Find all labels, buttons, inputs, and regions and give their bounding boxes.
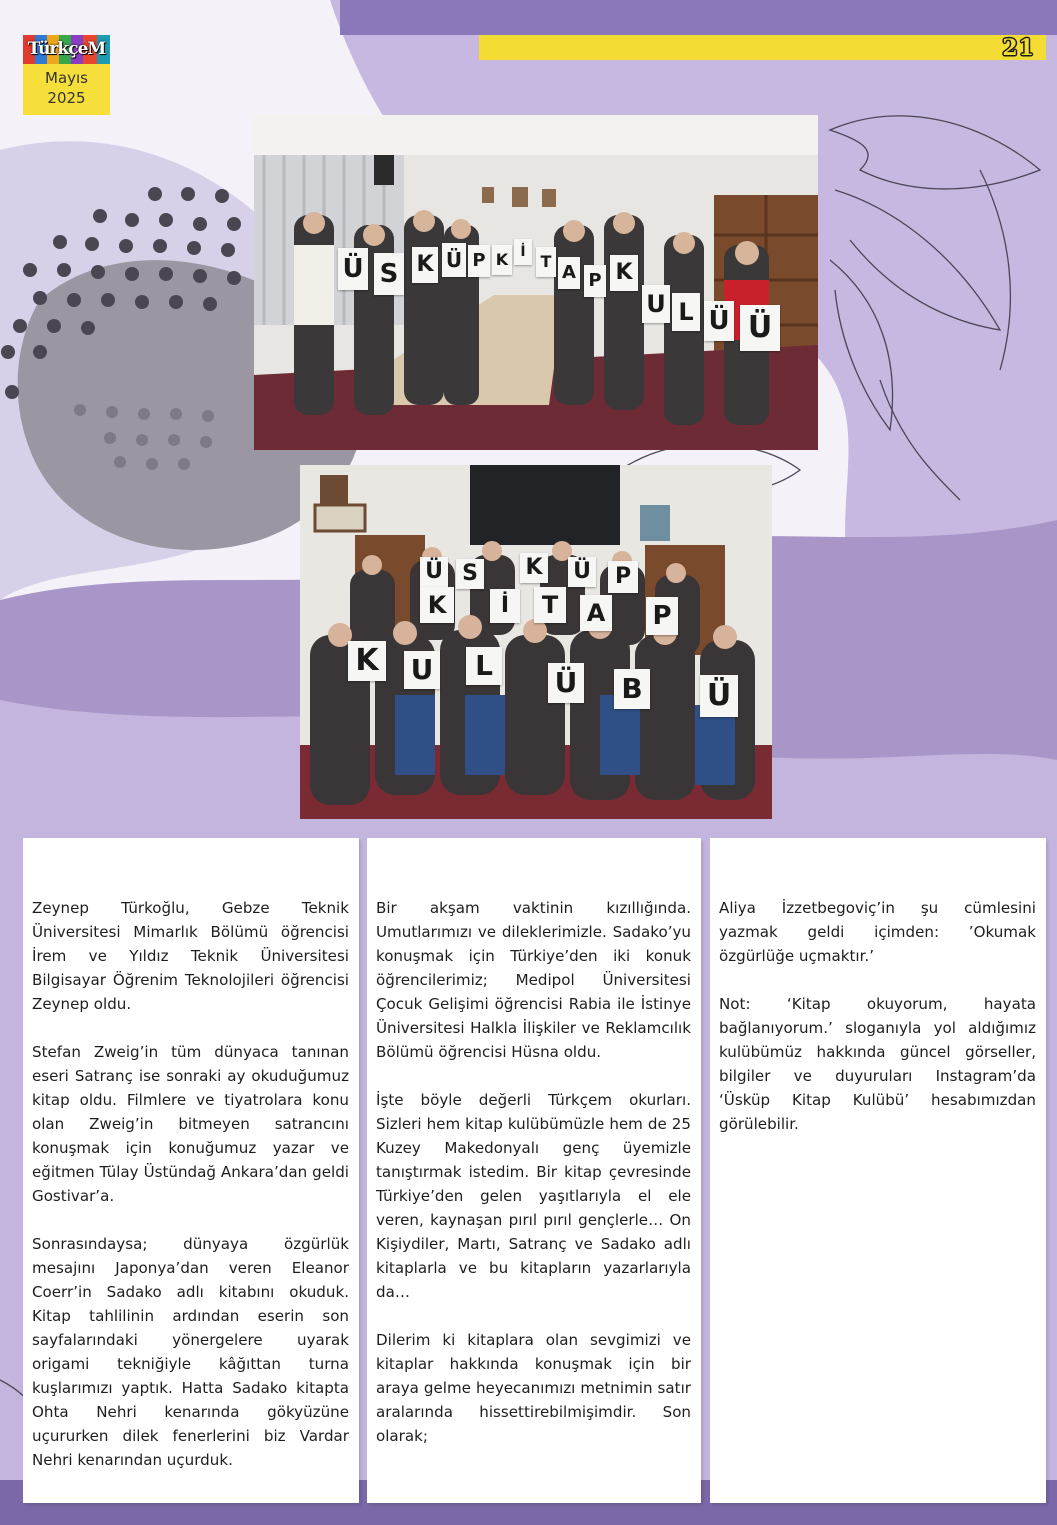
- letter-sign: Ü: [740, 305, 780, 351]
- header-accent-bar: [479, 35, 1046, 60]
- letter-sign: K: [610, 255, 638, 291]
- letter-sign: P: [608, 561, 638, 593]
- group-photo-standing: [254, 115, 818, 450]
- letter-sign: Ü: [338, 248, 368, 290]
- letter-sign: P: [584, 265, 606, 297]
- logo-text: TürkçeM: [27, 39, 106, 59]
- letter-sign: S: [374, 253, 404, 295]
- text-column-1: [23, 838, 359, 1503]
- page-number: 21: [1002, 35, 1035, 61]
- paragraph: Zeynep Türkoğlu, Gebze Teknik Üniversitesi Mimarlık Bölümü öğrencisi İrem ve Yıldız Teknik Üniversitesi Bilgisayar Öğrenim Teknolojileri öğrencisi Zeynep oldu.: [32, 899, 349, 1013]
- letter-sign: A: [558, 257, 580, 289]
- text-column-3: [710, 838, 1046, 1503]
- letter-sign: K: [412, 247, 438, 283]
- issue-year: 2025: [47, 89, 86, 107]
- letter-sign: Ü: [568, 557, 596, 587]
- letter-sign: Ü: [442, 243, 466, 277]
- paragraph: Aliya İzzetbegoviç’in şu cümlesini yazmak geldi içimden: ’Okumak özgürlüğe uçmaktır.’: [719, 899, 1036, 965]
- letter-sign: Ü: [700, 675, 738, 717]
- letter-sign: P: [646, 597, 678, 635]
- paragraph: İşte böyle değerli Türkçem okurları. Sizleri hem kitap kulübümüzle hem de 25 Kuzey Makedonyalı genç üyemizle tanıştırmak istedim. Bir kitap çevresinde Türkiye’den gelen yaşıtlarıyla el ele veren, kaynaşan pırıl pırıl gençlerle… On Kişiydiler, Martı, Satranç ve Sadako adlı kitaplarla ve bu kitapların yazarlarıyla da…: [376, 1091, 691, 1301]
- letter-sign: K: [348, 641, 386, 681]
- letter-sign: Ü: [704, 301, 734, 341]
- letter-sign: T: [534, 587, 566, 623]
- logo-color-strip: [23, 35, 110, 64]
- issue-month: Mayıs: [45, 69, 88, 87]
- group-photo-seated: [300, 465, 772, 819]
- letter-sign: A: [580, 595, 612, 631]
- letter-sign: S: [456, 559, 484, 589]
- paragraph: Sonrasındaysa; dünyaya özgürlük mesajını Japonya’dan veren Eleanor Coerr’in Sadako adlı kitabını okuduk. Kitap tahlilinin ardından eserin son sayfalarındaki yönergelere uyarak origami tekniğiyle kâğıttan turna kuşlarımızı yaptık. Hatta Sadako kitapta Ohta Nehri kenarında gökyüzüne uçururken dilek fenerlerini biz Vardar Nehri kenarından uçurduk.: [32, 1235, 349, 1469]
- letter-sign: U: [404, 651, 440, 689]
- paragraph: Not: ‘Kitap okuyorum, hayata bağlanıyorum.’ sloganıyla yol aldığımız kulübümüz hakkında güncel görseller, bilgiler ve duyuruları Instagram’da ‘Üsküp Kitap Kulübü’ hesabımızdan görülebilir.: [719, 995, 1036, 1133]
- text-column-2: [367, 838, 701, 1503]
- letter-sign: İ: [490, 589, 520, 623]
- paragraph: Stefan Zweig’in tüm dünyaca tanınan eseri Satranç ise sonraki ay okuduğumuz kitap oldu. Filmlere ve tiyatrolara konu olan Zweig’in bitmeyen satrancını konuşmak için konuğumuz yazar ve eğitmen Tülay Üstündağ Ankara’dan geldi Gostivar’a.: [32, 1043, 349, 1205]
- paragraph: Dilerim ki kitaplara olan sevgimizi ve kitaplar hakkında konuşmak için bir araya gelme heyecanımızı metnimin satır aralarında hissettirebilmişimdir. Son olarak;: [376, 1331, 691, 1445]
- letter-sign: B: [614, 669, 650, 709]
- letter-sign: K: [420, 587, 454, 623]
- letter-sign: Ü: [420, 557, 448, 587]
- letter-sign: İ: [514, 239, 532, 265]
- magazine-logo: [23, 35, 110, 115]
- letter-sign: Ü: [548, 663, 584, 703]
- letter-sign: K: [492, 245, 512, 275]
- letter-sign: U: [642, 285, 670, 323]
- letter-sign: P: [468, 245, 490, 277]
- letter-sign: L: [672, 293, 700, 331]
- letter-sign: K: [520, 553, 548, 583]
- paragraph: Bir akşam vaktinin kızıllığında. Umutlarımızı ve dileklerimizle. Sadako’yu konuşmak için Türkiye’den iki konuk öğrencilerimiz; Medipol Üniversitesi Çocuk Gelişimi öğrencisi Rabia ile İstinye Üniversitesi Halkla İlişkiler ve Reklamcılık Bölümü öğrencisi Hüsna oldu.: [376, 899, 691, 1061]
- letter-sign: L: [466, 647, 502, 685]
- letter-sign: T: [536, 247, 556, 277]
